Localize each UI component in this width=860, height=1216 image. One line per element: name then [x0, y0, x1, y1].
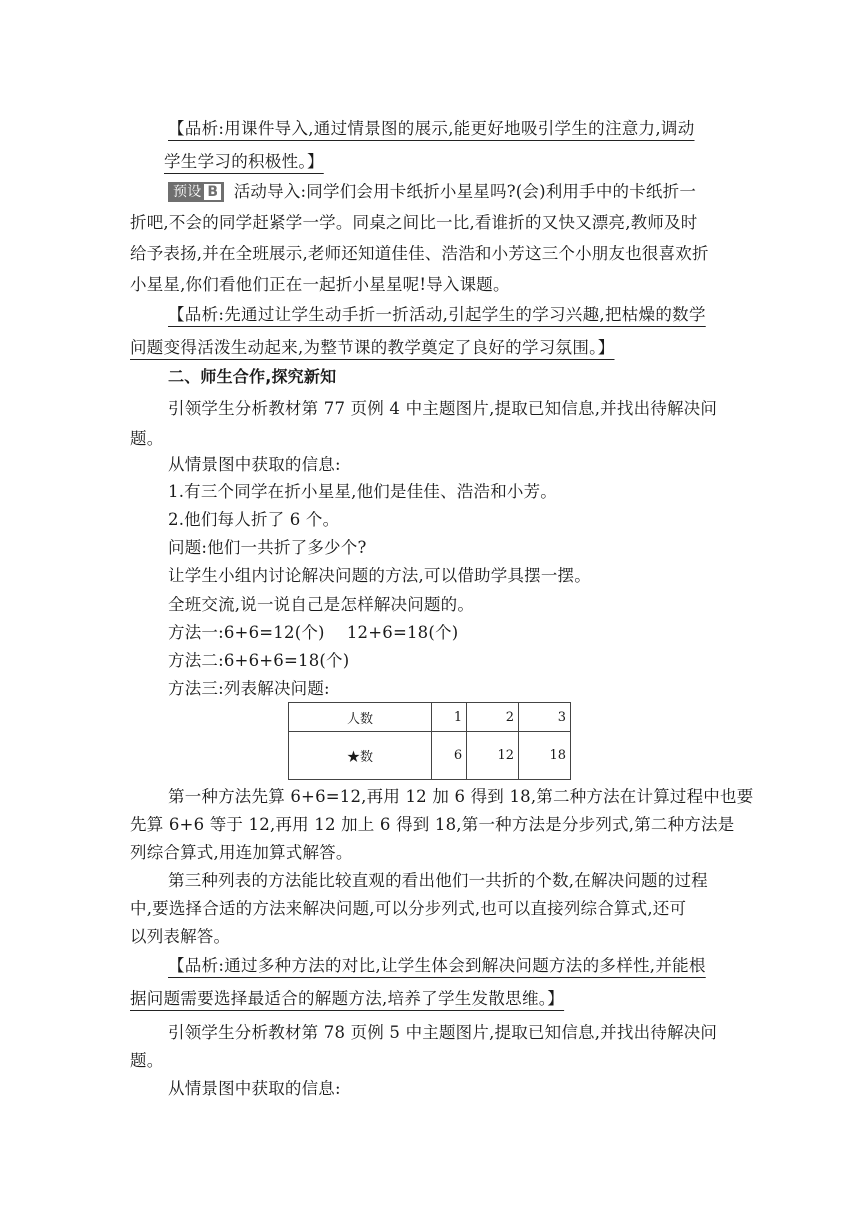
table-cell-header-people: 人数 [289, 703, 432, 732]
section-heading: 二、师生合作,探究新知 [168, 367, 337, 386]
table-cell: 12 [467, 732, 519, 780]
body-c-intro-1: 引领学生分析教材第 78 页例 5 中主题图片,提取已知信息,并找出待解决问 [168, 1023, 718, 1042]
body-b-p1-line-2: 先算 6+6 等于 12,再用 12 加上 6 得到 18,第一种方法是分步列式,第二种方法是 [130, 815, 735, 834]
preset-b-line-3: 给予表扬,并在全班展示,老师还知道佳佳、浩浩和小芳这三个小朋友也很喜欢折 [130, 244, 709, 263]
table-cell: 2 [467, 703, 519, 732]
body-a-discuss: 让学生小组内讨论解决问题的方法,可以借助学具摆一摆。 [168, 566, 591, 585]
preset-b-line-1 [168, 180, 696, 204]
table-cell: 6 [432, 732, 467, 780]
analysis-1-line-1: 【品析:用课件导入,通过情景图的展示,能更好地吸引学生的注意力,调动 [168, 119, 695, 138]
body-a-intro-1: 引领学生分析教材第 77 页例 4 中主题图片,提取已知信息,并找出待解决问 [168, 399, 718, 418]
body-b-p1-line-1: 第一种方法先算 6+6=12,再用 12 加 6 得到 18,第二种方法在计算过程中也要 [168, 787, 754, 806]
body-a-info-2: 2.他们每人折了 6 个。 [168, 510, 340, 529]
body-a-method-3: 方法三:列表解决问题: [168, 679, 330, 698]
table-cell-header-stars: ★数 [289, 732, 432, 780]
body-a-info-1: 1.有三个同学在折小星星,他们是佳佳、浩浩和小芳。 [168, 482, 557, 501]
preset-b-line-2: 折吧,不会的同学赶紧学一学。同桌之间比一比,看谁折的又快又漂亮,教师及时 [130, 213, 698, 232]
analysis-note-1 [164, 112, 728, 178]
analysis-1-line-2: 学生学习的积极性。】 [164, 152, 324, 171]
analysis-note-3 [130, 949, 728, 1015]
body-b-p2-line-1: 第三种列表的方法能比较直观的看出他们一共折的个数,在解决问题的过程 [168, 871, 708, 890]
analysis-2-line-2: 问题变得活泼生动起来,为整节课的教学奠定了良好的学习氛围。】 [130, 338, 615, 357]
table-row [289, 703, 571, 732]
body-c-intro-2: 题。 [130, 1051, 164, 1070]
body-a-exchange: 全班交流,说一说自己是怎样解决问题的。 [168, 595, 475, 614]
body-a-info-heading: 从情景图中获取的信息: [168, 455, 341, 474]
preset-b-line-4: 小星星,你们看他们正在一起折小星星呢!导入课题。 [130, 275, 510, 294]
analysis-2-line-1: 【品析:先通过让学生动手折一折活动,引起学生的学习兴趣,把枯燥的数学 [168, 305, 706, 324]
analysis-note-2 [130, 298, 728, 364]
preset-badge: 预设 B [168, 182, 224, 202]
table-row [289, 732, 571, 780]
body-a-method-1: 方法一:6+6=12(个) 12+6=18(个) [168, 623, 459, 642]
preset-b-text-1: 活动导入:同学们会用卡纸折小星星吗?(会)利用手中的卡纸折一 [233, 182, 697, 201]
body-b-p2-line-3: 以列表解答。 [130, 927, 231, 946]
preset-badge-letter: B [204, 184, 221, 200]
table-cell: 3 [519, 703, 571, 732]
table-cell: 1 [432, 703, 467, 732]
body-b-p2-line-2: 中,要选择合适的方法来解决问题,可以分步列式,也可以直接列综合算式,还可 [130, 899, 687, 918]
body-c-info-heading: 从情景图中获取的信息: [168, 1079, 341, 1098]
body-a-intro-2: 题。 [130, 429, 164, 448]
body-a-question: 问题:他们一共折了多少个? [168, 538, 367, 557]
table-cell: 18 [519, 732, 571, 780]
analysis-3-line-1: 【品析:通过多种方法的对比,让学生体会到解决问题方法的多样性,并能根 [168, 956, 706, 975]
analysis-3-line-2: 据问题需要选择最适合的解题方法,培养了学生发散思维。】 [130, 989, 565, 1008]
body-a-method-2: 方法二:6+6+6=18(个) [168, 651, 350, 670]
stars-table [288, 702, 571, 780]
body-b-p1-line-3: 列综合算式,用连加算式解答。 [130, 843, 353, 862]
